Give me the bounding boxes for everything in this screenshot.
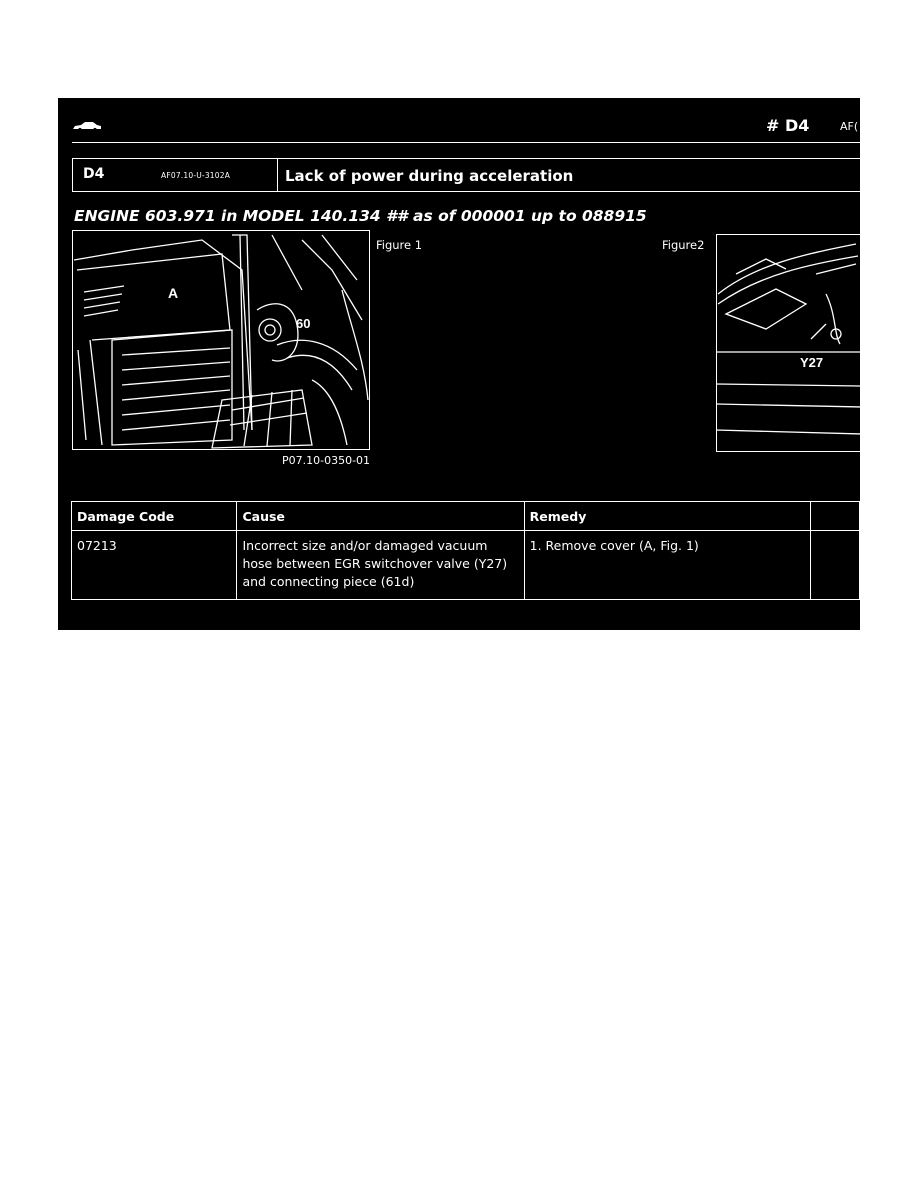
- figure-1-callout-a: A: [168, 285, 179, 301]
- header-rule: [72, 142, 860, 143]
- car-icon: [72, 121, 102, 131]
- cell-remedy: 1. Remove cover (A, Fig. 1): [524, 531, 811, 600]
- title-box-id: AF07.10-U-3102A: [161, 171, 231, 180]
- figure-1-callout-60: 60: [296, 316, 311, 331]
- damage-table: [71, 501, 860, 600]
- title-box-code: D4: [83, 166, 105, 182]
- table-header-row: [72, 502, 860, 531]
- figure-2-label: Figure2: [662, 238, 705, 252]
- header-ref: AF(: [840, 120, 859, 133]
- column-header-damage-code: Damage Code: [72, 502, 237, 531]
- cell-damage-code: 07213: [72, 531, 237, 600]
- cause-line-1: Incorrect size and/or damaged vacuum: [242, 538, 488, 553]
- title-box: [72, 158, 860, 192]
- cell-extra: [811, 531, 860, 600]
- engine-model-line: ENGINE 603.971 in MODEL 140.134 ## as of 000001 up to 088915: [74, 207, 647, 225]
- cell-cause: [237, 531, 524, 600]
- column-header-extra: [811, 502, 860, 531]
- column-header-remedy: Remedy: [524, 502, 811, 531]
- cause-line-3: and connecting piece (61d): [242, 574, 415, 589]
- document-sheet: [58, 98, 860, 630]
- table-row: [72, 531, 860, 600]
- figure-2-callout-y27: Y27: [800, 355, 824, 370]
- cause-line-2: hose between EGR switchover valve (Y27): [242, 556, 508, 571]
- column-header-cause: Cause: [237, 502, 524, 531]
- title-box-divider: [277, 159, 278, 191]
- figure-2-image: [716, 234, 860, 452]
- figure-1-caption: P07.10-0350-01: [282, 454, 371, 467]
- page-title: Lack of power during acceleration: [285, 167, 574, 185]
- figure-1-image: [72, 230, 370, 450]
- figure-1-label: Figure 1: [376, 238, 423, 252]
- header-code: # D4: [766, 116, 810, 135]
